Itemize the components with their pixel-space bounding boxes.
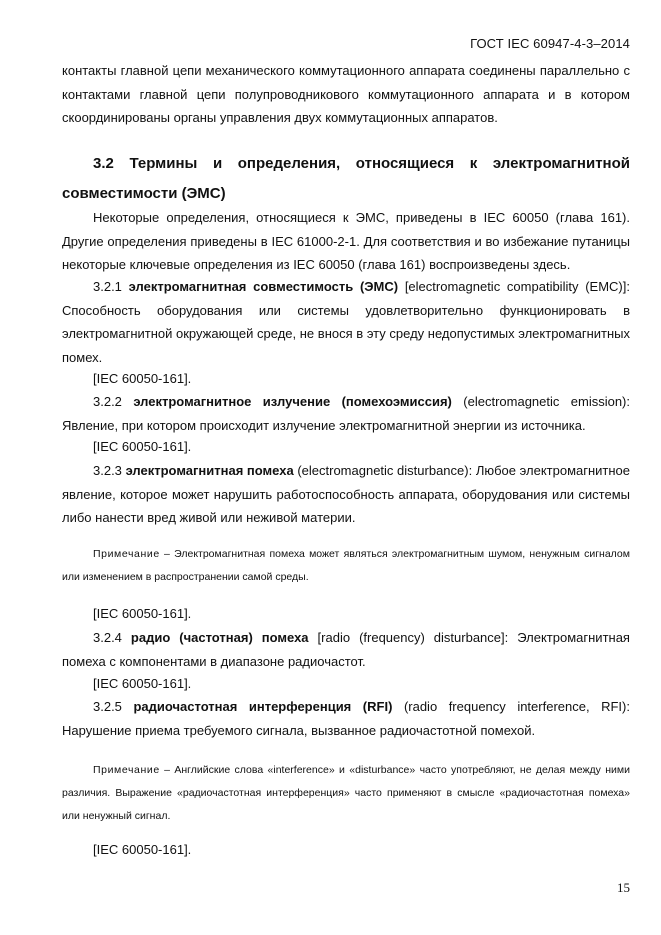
term-name: электромагнитная совместимость (ЭМС) — [128, 279, 399, 294]
term-reference: [IEC 60050-161]. — [93, 842, 192, 857]
term-entry-3-2-5 — [62, 695, 630, 742]
note-label: Примечание — [93, 764, 160, 776]
term-name: электромагнитное излучение (помехоэмиссия) — [133, 394, 452, 409]
term-number: 3.2.1 — [93, 279, 122, 294]
term-number: 3.2.5 — [93, 699, 122, 714]
term-entry-3-2-4 — [62, 626, 630, 673]
term-number: 3.2.2 — [93, 394, 122, 409]
term-reference: [IEC 60050-161]. — [93, 676, 192, 691]
term-name: радиочастотная интерференция (RFI) — [133, 699, 393, 714]
term-definition: [radio (frequency) disturbance]: Электромагнитная помеха с компонентами в диапазоне радиочастот. — [62, 630, 630, 669]
note-text: – Электромагнитная помеха может являться электромагнитным шумом, ненужным сигналом или изменением в распространении самой среды. — [62, 548, 630, 583]
note-1 — [62, 543, 630, 589]
term-reference: [IEC 60050-161]. — [93, 606, 192, 621]
term-entry-3-2-3 — [62, 459, 630, 530]
term-definition: [electromagnetic compatibility (EMC)]: Способность оборудования или системы удовлетворительно функционировать в электромагнитной окружающей среде, не внося в эту среду недопустимых электромагнитных помех. — [62, 279, 630, 365]
term-definition: (radio frequency interference, RFI): Нарушение приема требуемого сигнала, вызванное радиочастотной помехой. — [62, 699, 630, 738]
term-reference: [IEC 60050-161]. — [93, 371, 192, 386]
intro-paragraph: контакты главной цепи механического коммутационного аппарата соединены параллельно с контактами главной цепи полупроводникового коммутационного аппарата и в котором скоординированы органы управления двух коммутационных аппаратов. — [62, 63, 630, 125]
note-2 — [62, 759, 630, 828]
note-label: Примечание — [93, 548, 160, 560]
term-number: 3.2.4 — [93, 630, 122, 645]
term-name: радио (частотная) помеха — [130, 630, 309, 645]
standard-header: ГОСТ IEC 60947-4-3–2014 — [470, 36, 630, 51]
term-number: 3.2.3 — [93, 463, 122, 478]
note-text: – Английские слова «interference» и «disturbance» часто употребляют, не делая между ними различия. Выражение «радиочастотная интерференция» часто применяют в смысле «радиочастотная помеха» или ненужный сигнал. — [62, 764, 630, 822]
section-paragraph: Некоторые определения, относящиеся к ЭМС, приведены в IEC 60050 (глава 161). Другие определения приведены в IEC 61000-2-1. Для соответствия и во избежание путаницы некоторые ключевые определения из IEC 60050 (глава 161) воспроизведены здесь. — [62, 210, 630, 272]
term-definition: (electromagnetic disturbance): Любое электромагнитное явление, которое может нарушить работоспособность аппарата, оборудования или системы либо нанести вред живой или неживой материи. — [62, 463, 631, 525]
page-number: 15 — [617, 880, 630, 895]
term-entry-3-2-1 — [62, 275, 630, 369]
term-name: электромагнитная помеха — [125, 463, 294, 478]
term-reference: [IEC 60050-161]. — [93, 439, 192, 454]
term-definition: (electromagnetic emission): Явление, при котором происходит излучение электромагнитной энергии из источника. — [62, 394, 630, 433]
section-heading: 3.2 Термины и определения, относящиеся к электромагнитной совместимости (ЭМС) — [62, 155, 630, 202]
term-entry-3-2-2 — [62, 390, 630, 437]
